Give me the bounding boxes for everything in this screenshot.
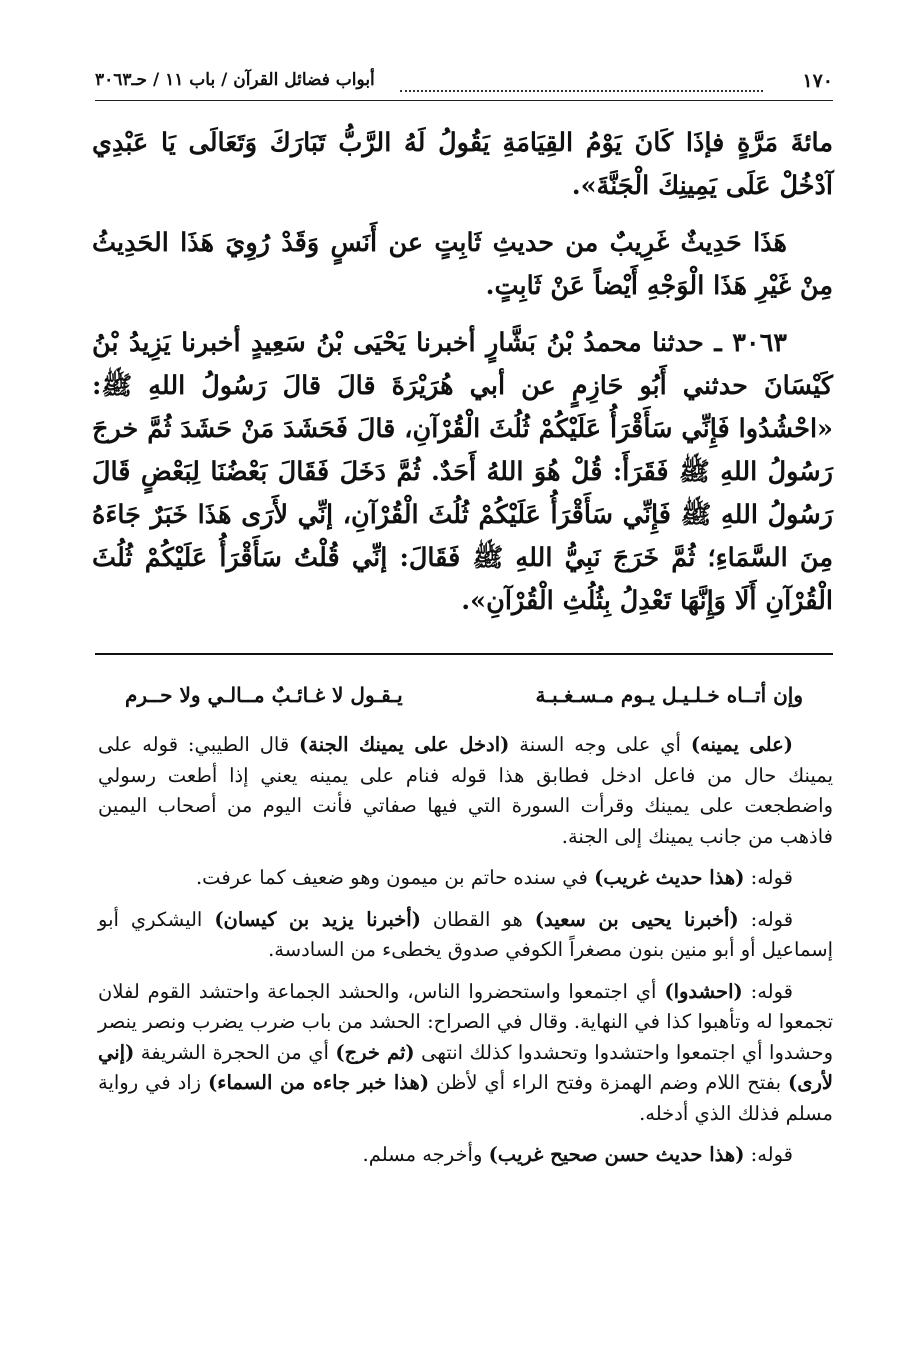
verse-second-hemistich: يـقـول لا غـائـبٌ مــالـي ولا حــرم: [125, 683, 403, 707]
quoted-term: (إني لأرى): [98, 1040, 833, 1094]
quoted-term: (ادخل على يمينك الجنة): [299, 733, 510, 756]
hadith-text: [92, 122, 833, 637]
quoted-term: (هذا حديث حسن صحيح غريب): [488, 1143, 745, 1166]
commentary-text: في سنده حاتم بن ميمون وهو ضعيف كما عرفت.: [195, 866, 595, 889]
commentary-text: أي على وجه السنة: [509, 733, 691, 756]
commentary-paragraph: [98, 863, 833, 894]
hadith-grading: هَذَا حَدِيثٌ غَرِيبٌ من حديثِ ثَابِتٍ عن أَنَسٍ وَقَدْ رُوِيَ هَذَا الحَدِيثُ مِنْ غَيْرِ هَذَا الْوَجْهِ أَيْضاً عَنْ ثَابِتٍ.: [92, 228, 833, 301]
commentary-text: قال الطيبي: قوله على يمينك حال من فاعل ادخل فطابق هذا قوله فنام على يمينه يعني إذا أطعت رسولي واضطجعت على يمينك وقرأت السورة التي فيها صفاتي فأنت اليوم من أصحاب اليمين فاذهب من جانب يمينك إلى الجنة.: [98, 733, 833, 848]
quoted-term: (هذا خبر جاءه من السماء): [208, 1071, 430, 1094]
quoted-term: (على يمينه): [690, 733, 794, 756]
hadith-number: ٣٠٦٣: [732, 328, 787, 358]
commentary-text: أي من الحجرة الشريفة: [134, 1040, 336, 1064]
commentary-text: بفتح اللام وضم الهمزة وفتح الراء أي لأظن: [429, 1071, 788, 1094]
quoted-term: (احشدوا): [664, 979, 743, 1003]
commentary-paragraph: [98, 730, 833, 852]
commentary-text: قوله:: [744, 1143, 793, 1166]
commentary: [98, 730, 833, 1182]
footnote-separator: [95, 653, 833, 655]
poetry-verse: [125, 683, 803, 719]
commentary-text: وأخرجه مسلم.: [362, 1143, 489, 1166]
commentary-text: هو القطان: [420, 907, 535, 931]
commentary-paragraph: [98, 1140, 833, 1171]
page-header: [95, 70, 833, 101]
quoted-term: (أخبرنا يحيى بن سعيد): [534, 907, 739, 931]
verse-first-hemistich: وإن أتــاه خـلـيـل يـوم مـسـغـبـة: [535, 683, 803, 707]
commentary-text: اليشكري أبو إسماعيل أو أبو منين بنون مصغراً الكوفي صدوق يخطىء من السادسة.: [98, 907, 833, 961]
commentary-text: زاد في رواية مسلم فذلك الذي أدخله.: [98, 1071, 833, 1125]
commentary-text: قوله:: [744, 866, 793, 889]
page-number: ١٧٠: [802, 70, 833, 92]
hadith-paragraph: [92, 322, 833, 623]
quoted-term: (ثم خرج): [335, 1040, 415, 1064]
commentary-text: قوله:: [742, 979, 793, 1003]
quoted-term: (أخبرنا يزيد بن كيسان): [214, 907, 421, 931]
commentary-paragraph: [98, 905, 833, 966]
hadith-body: ـ حدثنا محمدُ بْنُ بَشَّارٍ أخبرنا يَحْيَى بْنُ سَعِيدٍ أخبرنا يَزِيدُ بْنُ كَيْسَانَ حدثني أَبُو حَازِمٍ عن أبي هُرَيْرَةَ قالَ قالَ رَسُولُ اللهِ ﷺ: «احْشُدُوا فَإِنِّي سَأَقْرَأُ عَلَيْكُمْ ثُلُثَ الْقُرْآنِ، قالَ فَحَشَدَ مَنْ حَشَدَ ثُمَّ خرجَ رَسُولُ اللهِ ﷺ فَقَرَأَ: قُلْ هُوَ اللهُ أَحَدٌ. ثُمَّ دَخَلَ فَقَالَ بَعْضُنَا لِبَعْضٍ قَالَ رَسُولُ اللهِ ﷺ فَإِنِّي سَأَقْرَأُ عَلَيْكُمْ ثُلُثَ الْقُرْآنِ، إنِّي لأَرَى هَذَا خَبَرٌ جَاءَهُ مِنَ السَّمَاءِ؛ ثُمَّ خَرَجَ نَبِيُّ اللهِ ﷺ فَقَالَ: إنِّي قُلْتُ سَأَقْرَأُ عَلَيْكُمْ ثُلُثَ الْقُرْآنِ أَلَا وَإِنَّهَا تَعْدِلُ بِثُلُثِ الْقُرْآنِ».: [92, 328, 833, 616]
commentary-text: قوله:: [738, 907, 794, 931]
leader-dots: [400, 90, 763, 92]
quoted-term: (هذا حديث غريب): [594, 866, 745, 889]
commentary-paragraph: [98, 977, 833, 1130]
commentary-text: أي اجتمعوا واستحضروا الناس، والحشد الجماعة واحتشد القوم لفلان تجمعوا له وتأهبوا كذا في النهاية. وقال في الصراح: الحشد من باب ضرب يضرب ونصر ينصر وحشدوا أي اجتمعوا واحتشدوا وتحشدوا كذلك انتهى: [98, 979, 833, 1064]
running-head: أبواب فضائل القرآن / باب ١١ / حـ٣٠٦٣: [95, 70, 375, 90]
hadith-paragraph: مائةَ مَرَّةٍ فإذَا كَانَ يَوْمُ القِيَامَةِ يَقُولُ لَهُ الرَّبُّ تَبَارَكَ وَتَعَالَى يَا عَبْدِي آدْخُلْ عَلَى يَمِينِكَ الْجَنَّةَ».: [92, 128, 833, 201]
